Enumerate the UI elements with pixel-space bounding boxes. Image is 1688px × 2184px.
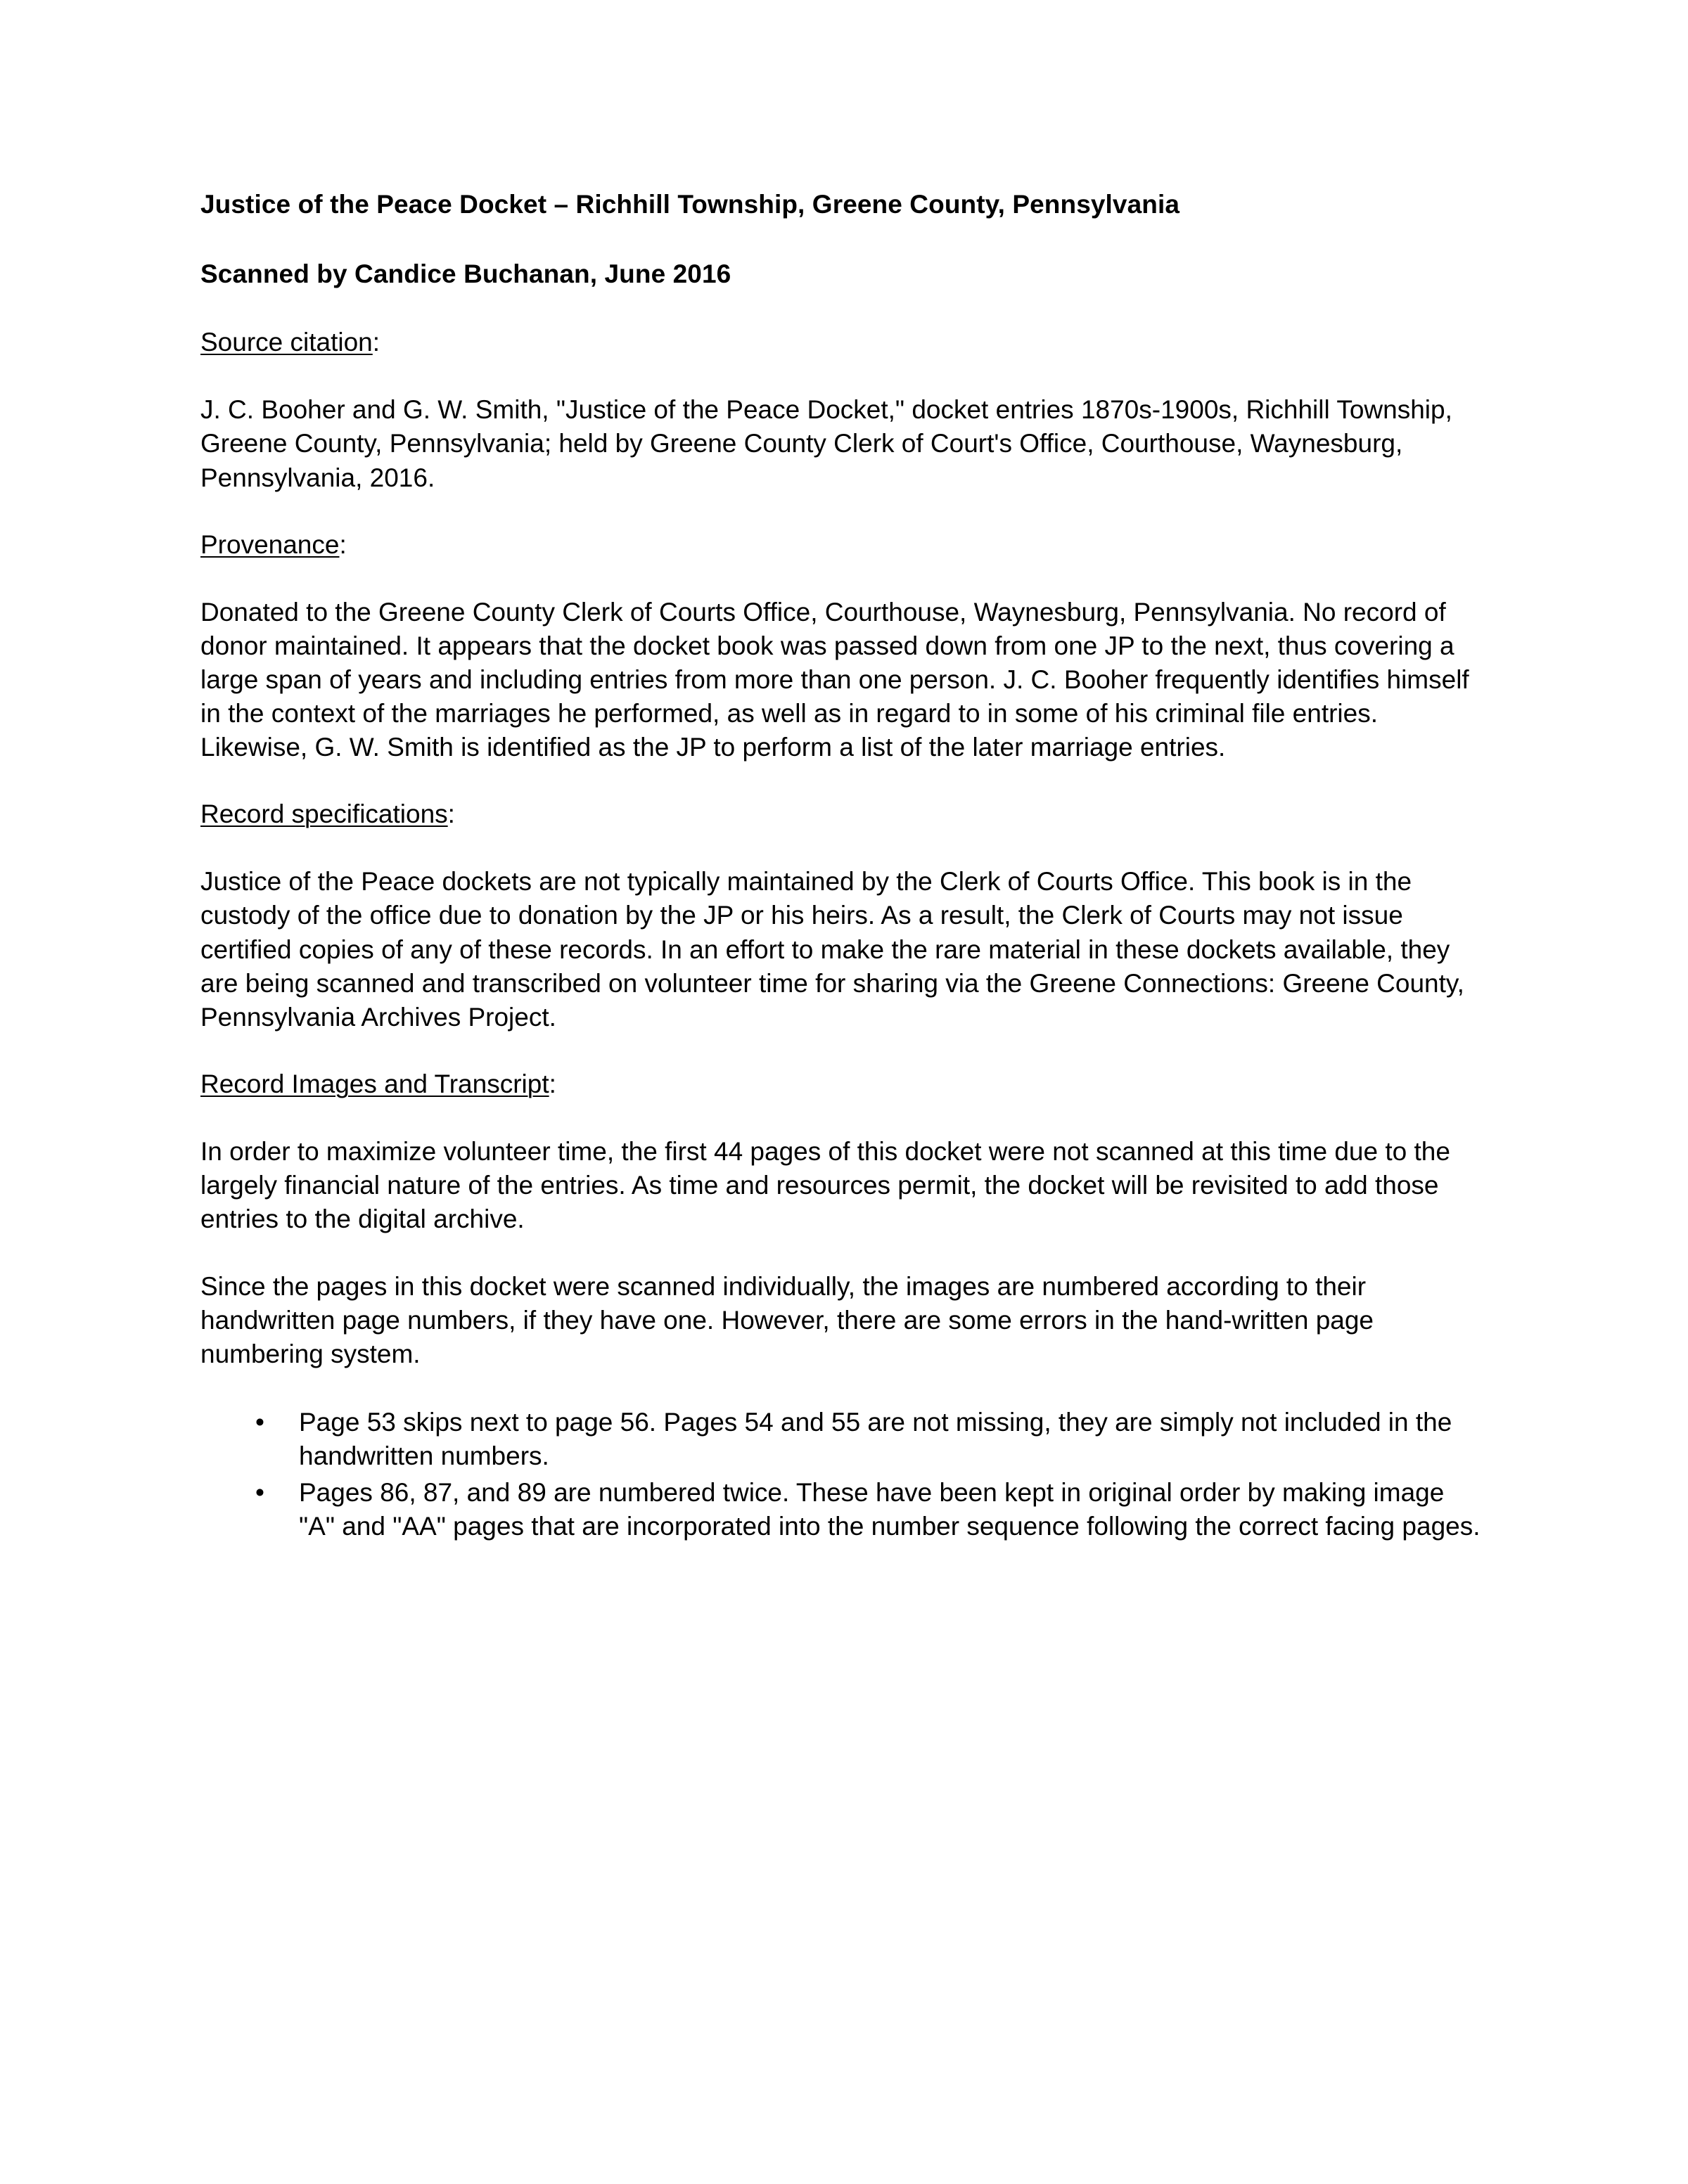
numbering-errors-list	[200, 1406, 1489, 1543]
section-heading-label: Record Images and Transcript	[200, 1069, 549, 1098]
section-heading-colon: :	[549, 1069, 556, 1098]
list-item	[200, 1406, 1482, 1473]
list-item-text: Pages 86, 87, and 89 are numbered twice. These have been kept in original order by making image "A" and "AA" pages that are incorporated into the number sequence following the correct facing pages.	[299, 1477, 1481, 1541]
list-item	[200, 1476, 1482, 1543]
paragraph-provenance: Donated to the Greene County Clerk of Courts Office, Courthouse, Waynesburg, Pennsylvania. No record of donor maintained. It appears that the docket book was passed down from one JP to the next, thus covering a large span of years and including entries from more than one person. J. C. Booher frequently identifies himself in the context of the marriages he performed, as well as in regard to in some of his criminal file entries. Likewise, G. W. Smith is identified as the JP to perform a list of the later marriage entries.	[200, 597, 1469, 762]
section-heading-source-citation	[200, 326, 1489, 358]
section-heading-record-specifications	[200, 798, 1489, 830]
section-heading-colon: :	[447, 799, 455, 829]
bullet-icon: •	[255, 1477, 264, 1507]
bullet-icon: •	[255, 1407, 264, 1437]
section-heading-colon: :	[339, 529, 347, 559]
paragraph-page-numbering: Since the pages in this docket were scanned individually, the images are numbered according to their handwritten page numbers, if they have one. However, there are some errors in the hand-written page numbering system.	[200, 1272, 1374, 1369]
paragraph-record-specifications: Justice of the Peace dockets are not typically maintained by the Clerk of Courts Office. This book is in the custody of the office due to donation by the JP or his heirs. As a result, the Clerk of Courts may not issue certified copies of any of these records. In an effort to make the rare material in these dockets available, they are being scanned and transcribed on volunteer time for sharing via the Greene Connections: Greene County, Pennsylvania Archives Project.	[200, 867, 1464, 1032]
section-heading-label: Record specifications	[200, 799, 448, 829]
page-title: Justice of the Peace Docket – Richhill Township, Greene County, Pennsylvania	[200, 190, 1180, 219]
page-subtitle: Scanned by Candice Buchanan, June 2016	[200, 259, 731, 289]
section-heading-colon: :	[372, 328, 381, 357]
paragraph-source-citation: J. C. Booher and G. W. Smith, "Justice of the Peace Docket," docket entries 1870s-1900s, Richhill Township, Greene County, Pennsylvania; held by Greene County Clerk of Court's Office, Courthouse, Waynesburg, Pennsylvania, 2016.	[200, 395, 1452, 492]
document-body	[200, 188, 1489, 1546]
list-item-text: Page 53 skips next to page 56. Pages 54 and 55 are not missing, they are simply not included in the handwritten numbers.	[299, 1407, 1452, 1470]
section-heading-label: Source citation	[200, 328, 373, 357]
section-heading-record-images-and-transcript	[200, 1068, 1489, 1100]
paragraph-scanning-scope: In order to maximize volunteer time, the first 44 pages of this docket were not scanned at this time due to the largely financial nature of the entries. As time and resources permit, the docket will be revisited to add those entries to the digital archive.	[200, 1136, 1450, 1234]
section-heading-provenance	[200, 529, 1489, 560]
section-heading-label: Provenance	[200, 529, 340, 559]
